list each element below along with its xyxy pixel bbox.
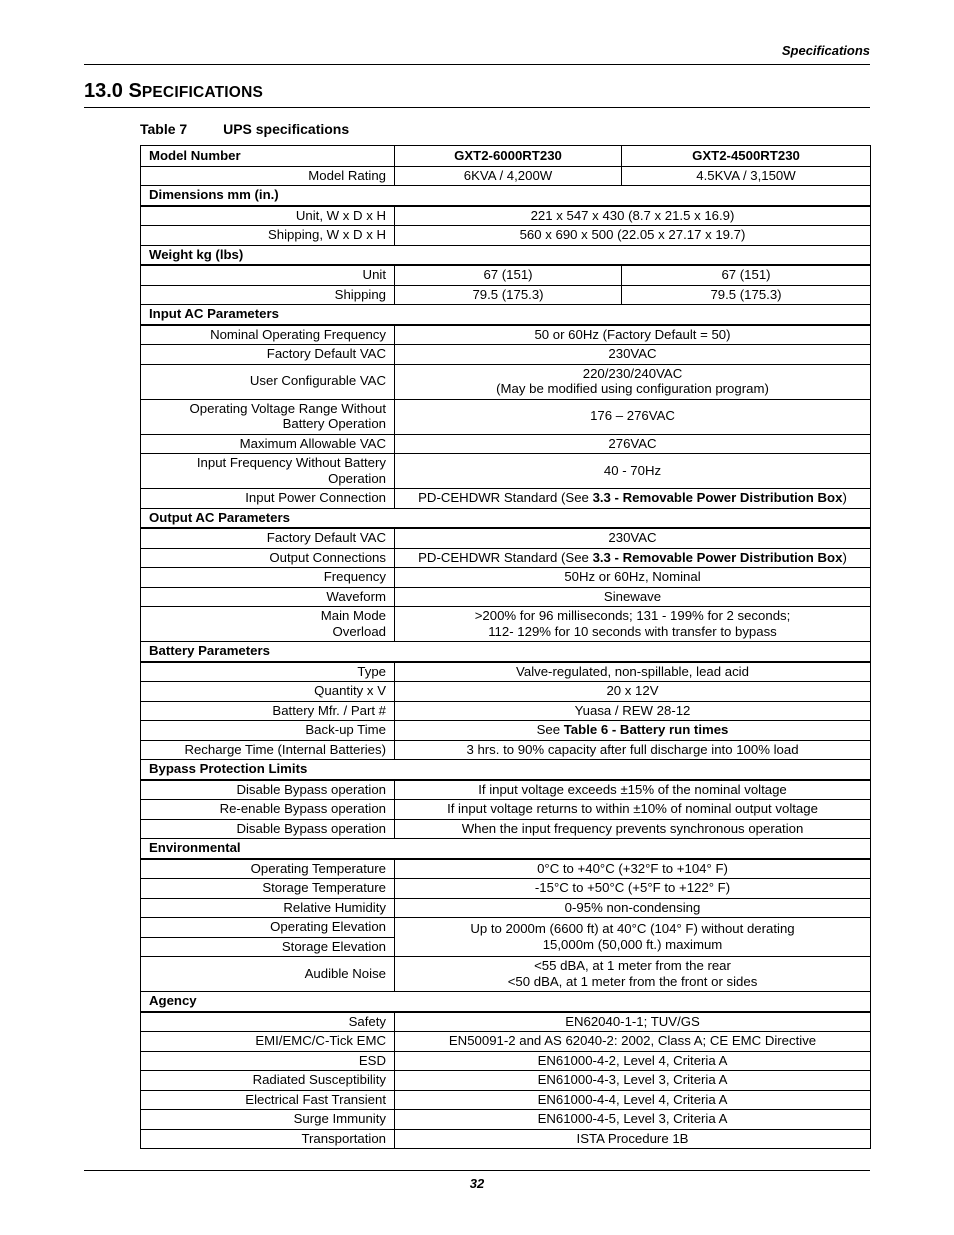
cell-value: When the input frequency prevents synchronous operation (395, 819, 871, 839)
cell-value (395, 721, 871, 741)
table-row (141, 957, 871, 992)
cell-value: 6KVA / 4,200W (395, 166, 622, 186)
row-label (141, 454, 395, 489)
cell-value (395, 548, 871, 568)
cell-value: 67 (151) (622, 265, 871, 285)
table-caption-title: UPS specifications (223, 121, 350, 137)
row-label: Shipping (141, 285, 395, 305)
row-label: Quantity x V (141, 682, 395, 702)
table-row (141, 454, 871, 489)
row-label: User Configurable VAC (141, 364, 395, 399)
label-line: Overload (332, 623, 386, 639)
row-label: Transportation (141, 1129, 395, 1149)
table-row (141, 587, 871, 607)
table-row (141, 226, 871, 246)
cell-value: EN61000-4-2, Level 4, Criteria A (395, 1051, 871, 1071)
cell-value: 50Hz or 60Hz, Nominal (395, 568, 871, 588)
table-row (141, 489, 871, 509)
row-label: Shipping, W x D x H (141, 226, 395, 246)
cell-value: 230VAC (395, 528, 871, 548)
section-heading: Weight kg (lbs) (141, 245, 871, 265)
table-row (141, 859, 871, 879)
cell-text: ) (842, 490, 847, 505)
row-label: Unit (141, 265, 395, 285)
section-title-rest: PECIFICATIONS (141, 84, 263, 101)
section-row-weight (141, 245, 871, 265)
cell-value: 50 or 60Hz (Factory Default = 50) (395, 325, 871, 345)
column-header-gxt2-4500: GXT2-4500RT230 (622, 146, 871, 167)
cross-reference-link[interactable]: Table 6 - Battery run times (563, 722, 729, 737)
cell-line: Up to 2000m (6600 ft) at 40°C (104° F) without derating (470, 921, 795, 936)
table-row (141, 682, 871, 702)
row-label: Disable Bypass operation (141, 780, 395, 800)
cell-value: 20 x 12V (395, 682, 871, 702)
cell-value: 176 – 276VAC (395, 399, 871, 434)
table-row (141, 434, 871, 454)
table-row (141, 1071, 871, 1091)
cell-value: 276VAC (395, 434, 871, 454)
label-line: Input Frequency Without Battery (196, 455, 386, 470)
cell-line: 112- 129% for 10 seconds with transfer to bypass (488, 623, 777, 639)
cell-value (395, 607, 871, 642)
table-row (141, 918, 871, 938)
cell-value: EN62040-1-1; TUV/GS (395, 1012, 871, 1032)
cell-value: 560 x 690 x 500 (22.05 x 27.17 x 19.7) (395, 226, 871, 246)
table-row (141, 1110, 871, 1130)
section-number: 13.0 (84, 80, 123, 102)
table-header-row (141, 146, 871, 167)
row-label: Input Power Connection (141, 489, 395, 509)
header-rule (84, 64, 870, 65)
section-row-bypass (141, 760, 871, 780)
cell-value: -15°C to +50°C (+5°F to +122° F) (395, 879, 871, 899)
column-header-model-number: Model Number (141, 146, 395, 167)
table-row (141, 819, 871, 839)
row-label: Electrical Fast Transient (141, 1090, 395, 1110)
cell-line: <55 dBA, at 1 meter from the rear (534, 958, 731, 973)
cell-value (395, 918, 871, 957)
row-label (141, 607, 395, 642)
cell-value: 0-95% non-condensing (395, 898, 871, 918)
row-label: Relative Humidity (141, 898, 395, 918)
row-label: Back-up Time (141, 721, 395, 741)
section-heading: Output AC Parameters (141, 508, 871, 528)
cell-line: 220/230/240VAC (582, 365, 683, 381)
cell-value: Sinewave (395, 587, 871, 607)
row-label: Factory Default VAC (141, 345, 395, 365)
table-row (141, 721, 871, 741)
table-row (141, 206, 871, 226)
section-row-agency (141, 992, 871, 1012)
cell-value: 40 - 70Hz (395, 454, 871, 489)
table-caption (140, 121, 349, 137)
label-line: Main Mode (320, 608, 386, 623)
cell-value: 79.5 (175.3) (622, 285, 871, 305)
table-row (141, 285, 871, 305)
cell-line: >200% for 96 milliseconds; 131 - 199% for 2 seconds; (474, 608, 791, 623)
table-row (141, 399, 871, 434)
section-heading: Input AC Parameters (141, 305, 871, 325)
footer-rule (84, 1170, 870, 1171)
table-row (141, 345, 871, 365)
table-row (141, 879, 871, 899)
cell-value: EN61000-4-4, Level 4, Criteria A (395, 1090, 871, 1110)
table-row (141, 780, 871, 800)
table-row (141, 1051, 871, 1071)
row-label: Recharge Time (Internal Batteries) (141, 740, 395, 760)
row-label: Factory Default VAC (141, 528, 395, 548)
cell-value: 79.5 (175.3) (395, 285, 622, 305)
cell-value: 230VAC (395, 345, 871, 365)
row-label: Battery Mfr. / Part # (141, 701, 395, 721)
cell-value (395, 957, 871, 992)
cell-text: ) (842, 549, 847, 565)
table-row (141, 325, 871, 345)
table-row (141, 800, 871, 820)
section-title-initial: S (128, 80, 142, 102)
cell-value: If input voltage returns to within ±10% of nominal output voltage (395, 800, 871, 820)
table-row (141, 548, 871, 568)
row-label: Storage Temperature (141, 879, 395, 899)
cell-text: PD-CEHDWR Standard (See (418, 490, 593, 505)
cell-text: See (536, 722, 564, 737)
row-label: Type (141, 662, 395, 682)
running-header: Specifications (781, 43, 870, 58)
section-heading: Agency (141, 992, 871, 1012)
cell-line: 15,000m (50,000 ft.) maximum (542, 936, 723, 952)
label-line: Operation (328, 470, 386, 486)
table-caption-label: Table 7 (140, 121, 188, 137)
section-heading: Bypass Protection Limits (141, 760, 871, 780)
cell-value (395, 489, 871, 509)
row-label (141, 399, 395, 434)
section-title (84, 78, 870, 106)
table-row (141, 1129, 871, 1149)
label-line: Battery Operation (282, 416, 386, 431)
row-label: Waveform (141, 587, 395, 607)
cell-value: 0°C to +40°C (+32°F to +104° F) (395, 859, 871, 879)
table-row (141, 568, 871, 588)
column-header-gxt2-6000: GXT2-6000RT230 (395, 146, 622, 167)
row-label: Nominal Operating Frequency (141, 325, 395, 345)
row-label: Surge Immunity (141, 1110, 395, 1130)
cell-value: EN61000-4-5, Level 3, Criteria A (395, 1110, 871, 1130)
row-label: Radiated Susceptibility (141, 1071, 395, 1091)
section-heading: Dimensions mm (in.) (141, 186, 871, 206)
cross-reference-link[interactable]: 3.3 - Removable Power Distribution Box (592, 490, 843, 505)
row-label: Output Connections (141, 548, 395, 568)
cell-text: PD-CEHDWR Standard (See (418, 549, 593, 565)
cell-value: Yuasa / REW 28-12 (395, 701, 871, 721)
cell-value: 221 x 547 x 430 (8.7 x 21.5 x 16.9) (395, 206, 871, 226)
row-label: Frequency (141, 568, 395, 588)
row-label: Storage Elevation (141, 937, 395, 957)
cell-value: If input voltage exceeds ±15% of the nominal voltage (395, 780, 871, 800)
table-row (141, 1032, 871, 1052)
ups-specifications-table (140, 145, 871, 1149)
label-line: Operating Voltage Range Without (189, 400, 386, 416)
section-row-input-ac (141, 305, 871, 325)
section-row-output-ac (141, 508, 871, 528)
table-row (141, 740, 871, 760)
cell-value: EN61000-4-3, Level 3, Criteria A (395, 1071, 871, 1091)
table-row (141, 364, 871, 399)
table-row (141, 662, 871, 682)
title-rule (84, 107, 870, 108)
row-label: Maximum Allowable VAC (141, 434, 395, 454)
cell-line: <50 dBA, at 1 meter from the front or sides (507, 973, 758, 989)
row-label: Re-enable Bypass operation (141, 800, 395, 820)
row-label: ESD (141, 1051, 395, 1071)
table-row (141, 1012, 871, 1032)
row-label: Audible Noise (141, 957, 395, 992)
cell-line: (May be modified using configuration program) (496, 381, 769, 396)
page-number: 32 (469, 1176, 485, 1191)
section-heading: Environmental (141, 839, 871, 859)
cell-value: EN50091-2 and AS 62040-2: 2002, Class A; CE EMC Directive (395, 1032, 871, 1052)
table-row (141, 898, 871, 918)
row-label: Unit, W x D x H (141, 206, 395, 226)
cross-reference-link[interactable]: 3.3 - Removable Power Distribution Box (592, 549, 843, 565)
cell-value: 67 (151) (395, 265, 622, 285)
table-row (141, 607, 871, 642)
cell-value: 4.5KVA / 3,150W (622, 166, 871, 186)
row-label: Operating Temperature (141, 859, 395, 879)
section-heading: Battery Parameters (141, 642, 871, 662)
cell-value: Valve-regulated, non-spillable, lead acid (395, 662, 871, 682)
row-label: Model Rating (141, 166, 395, 186)
section-row-dimensions (141, 186, 871, 206)
table-row (141, 701, 871, 721)
cell-value: 3 hrs. to 90% capacity after full discharge into 100% load (395, 740, 871, 760)
table-row (141, 528, 871, 548)
cell-value: ISTA Procedure 1B (395, 1129, 871, 1149)
section-row-environmental (141, 839, 871, 859)
row-label: Safety (141, 1012, 395, 1032)
table-row (141, 265, 871, 285)
cell-value (395, 364, 871, 399)
row-label: Disable Bypass operation (141, 819, 395, 839)
row-label: Operating Elevation (141, 918, 395, 938)
section-row-battery (141, 642, 871, 662)
row-label: EMI/EMC/C-Tick EMC (141, 1032, 395, 1052)
table-row (141, 166, 871, 186)
table-row (141, 1090, 871, 1110)
